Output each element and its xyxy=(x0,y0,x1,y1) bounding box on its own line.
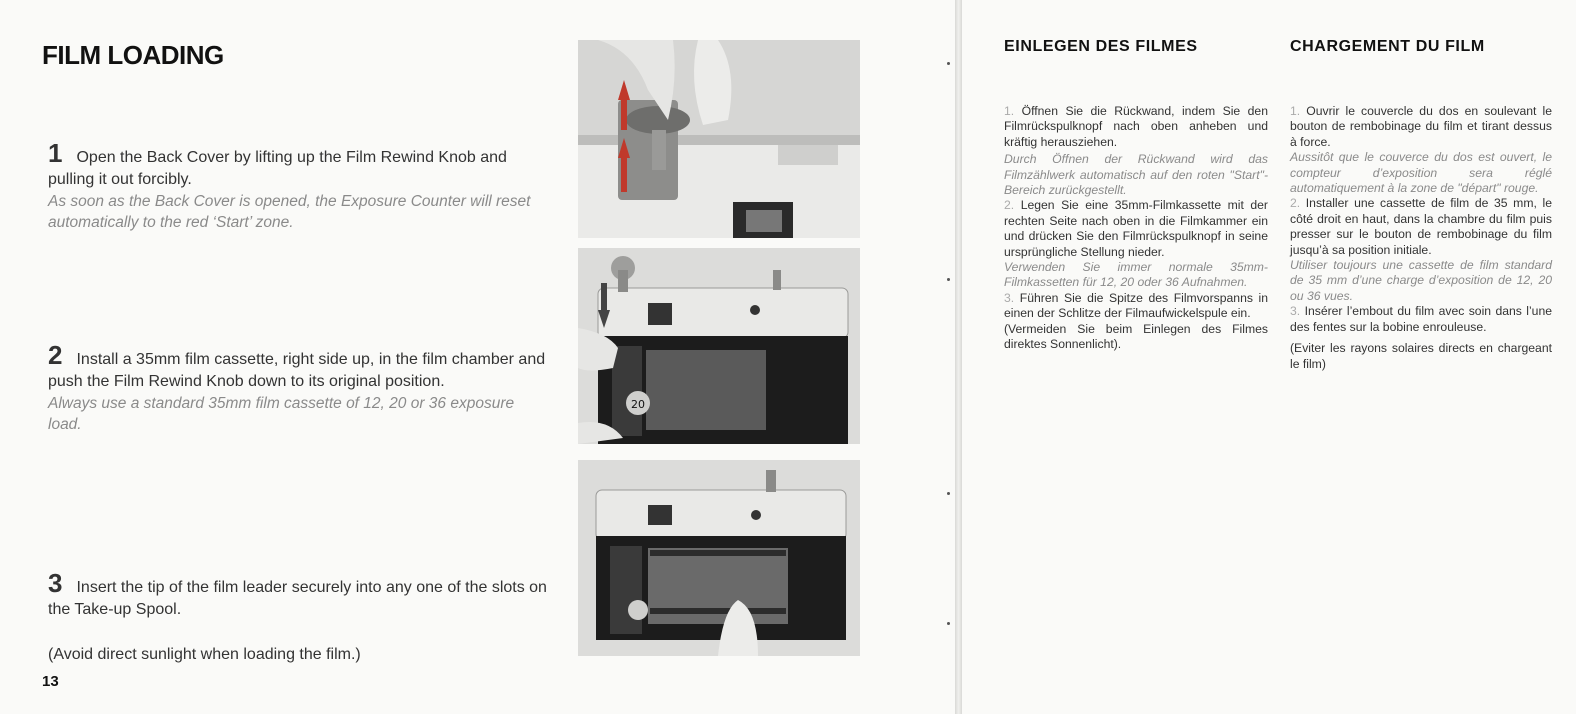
photo-open-back-cover xyxy=(578,40,860,238)
step-2 xyxy=(48,340,550,435)
margin-mark xyxy=(947,492,950,495)
photo-install-cassette xyxy=(578,248,860,444)
step-text: Insert the tip of the film leader securely into any one of the slots on the Take-up Spool. xyxy=(48,579,547,618)
step-number: 1 xyxy=(48,138,63,168)
cassette-label: 20 xyxy=(631,398,645,411)
photo-insert-leader xyxy=(578,460,860,656)
french-item-3: 3. Insérer l’embout du film avec soin dans l’une des fentes sur la bobine enrouleuse. xyxy=(1290,304,1552,334)
sunlight-note: (Avoid direct sunlight when loading the film.) xyxy=(48,646,361,663)
step-number: 3 xyxy=(48,568,63,598)
page-title: FILM LOADING xyxy=(42,40,224,70)
step-number: 2 xyxy=(48,340,63,370)
german-item-1: 1. Öffnen Sie die Rückwand, indem Sie den Filmrückspulknopf nach oben anheben und kräftig herausziehen. xyxy=(1004,104,1268,149)
step-1 xyxy=(48,138,550,233)
camera-photo-3 xyxy=(578,460,860,656)
french-heading: CHARGEMENT DU FILM xyxy=(1290,38,1485,55)
camera-photo-1 xyxy=(578,40,860,238)
german-body xyxy=(1004,104,1268,353)
french-note-2: Utiliser toujours une cassette de film standard de 35 mm d’une charge d’exposition de 12, 20 ou 36 vues. xyxy=(1290,258,1552,303)
german-item-2: 2. Legen Sie eine 35mm-Filmkassette mit der rechten Seite nach oben in die Filmkammer ein und drücken Sie den Filmrückspulknopf in seine ursprüngliche Stellung nieder. xyxy=(1004,198,1268,259)
page-number: 13 xyxy=(42,673,59,690)
german-heading: EINLEGEN DES FILMES xyxy=(1004,38,1198,55)
book-gutter xyxy=(955,0,962,714)
camera-photo-2 xyxy=(578,248,860,444)
french-note-1: Aussitôt que le couverce du dos est ouvert, le compteur d’exposition sera réglé automatiquement à la zone de "départ" rouge. xyxy=(1290,150,1552,196)
german-closing: (Vermeiden Sie beim Einlegen des Filmes direktes Sonnenlicht). xyxy=(1004,321,1268,352)
german-note-1: Durch Öffnen der Rückwand wird das Filmzählwerk automatisch auf den roten "Start"-Bereich zurückgestellt. xyxy=(1004,152,1268,198)
step-3 xyxy=(48,568,550,621)
margin-mark xyxy=(947,622,950,625)
margin-mark xyxy=(947,278,950,281)
german-item-3: 3. Führen Sie die Spitze des Filmvorspanns in einen der Schlitze der Filmaufwickelspule ein. xyxy=(1004,290,1269,321)
french-item-2: 2. Installer une cassette de film de 35 mm, le côté droit en haut, dans la chambre du film puis presser sur le bouton de rembobinage du film jusqu’à sa position initiale. xyxy=(1290,196,1552,257)
french-closing: (Eviter les rayons solaires directs en chargeant le film) xyxy=(1290,341,1552,371)
step-note: As soon as the Back Cover is opened, the Exposure Counter will reset automatically to the red ‘Start’ zone. xyxy=(48,193,531,231)
french-item-1: 1. Ouvrir le couvercle du dos en soulevant le bouton de rembobinage du film et tirant dessus à force. xyxy=(1290,104,1552,149)
german-note-2: Verwenden Sie immer normale 35mm-Filmkassetten für 12, 20 oder 36 Aufnahmen. xyxy=(1004,260,1268,290)
step-text: Open the Back Cover by lifting up the Film Rewind Knob and pulling it out forcibly. xyxy=(48,149,507,188)
french-body xyxy=(1290,104,1552,372)
step-note: Always use a standard 35mm film cassette of 12, 20 or 36 exposure load. xyxy=(48,395,515,433)
margin-mark xyxy=(947,62,950,65)
step-text: Install a 35mm film cassette, right side up, in the film chamber and push the Film Rewind Knob down to its original position. xyxy=(48,351,546,390)
